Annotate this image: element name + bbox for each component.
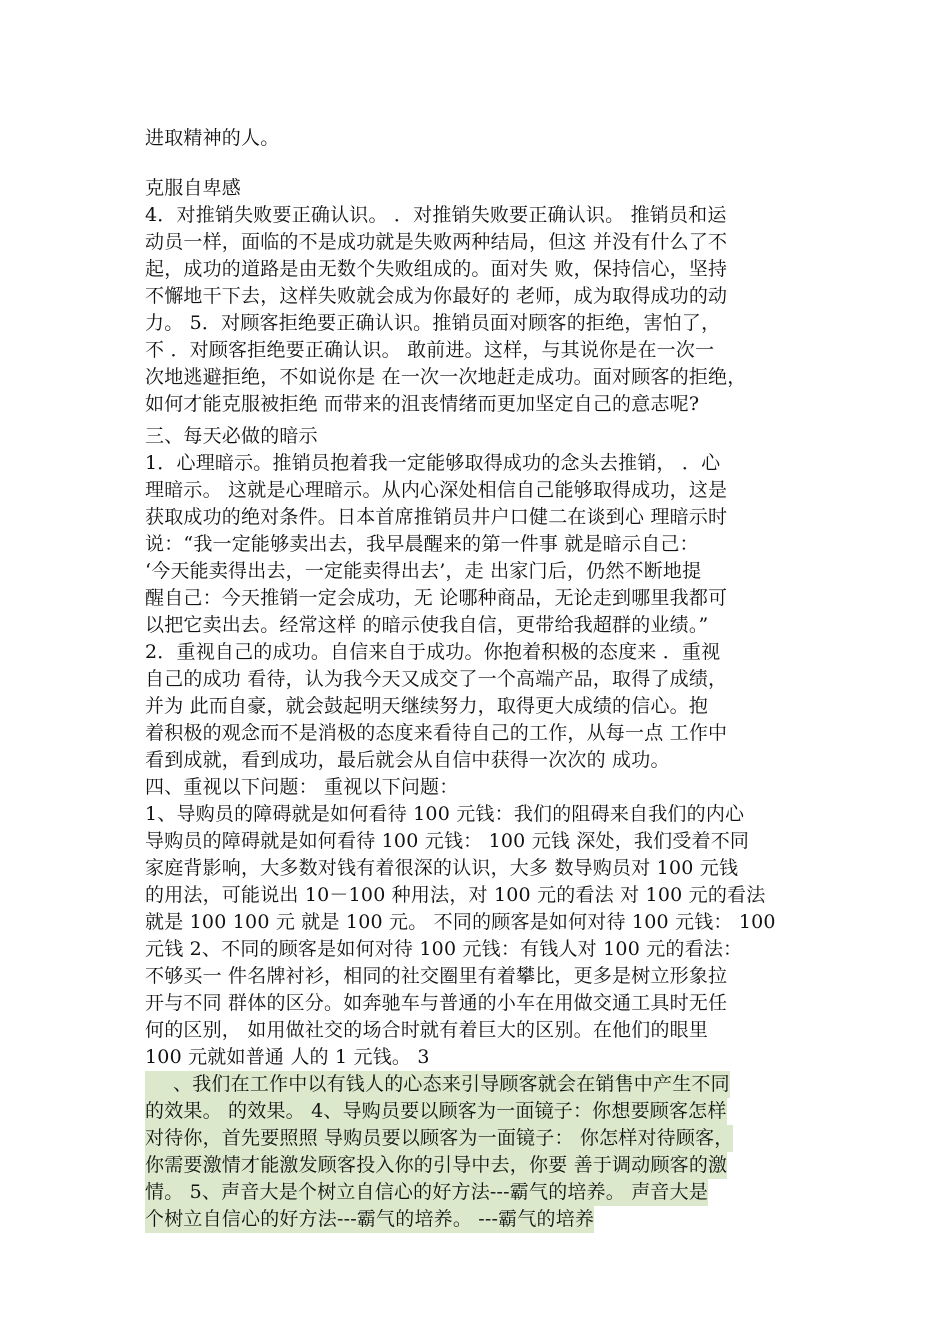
text-line: 理暗示。 这就是心理暗示。从内心深处相信自己能够取得成功，这是	[145, 479, 728, 501]
text-line: 以把它卖出去。经常这样 的暗示使我自信，更带给我超群的业绩。”	[145, 614, 709, 636]
text-line: 进取精神的人。	[145, 127, 280, 149]
section-heading: 四、重视以下问题： 重视以下问题：	[145, 776, 459, 798]
text-line: 2．重视自己的成功。自信来自于成功。你抱着积极的态度来 ．重视	[145, 641, 721, 663]
highlighted-line: 的效果。 的效果。 4、导购员要以顾客为一面镜子：你想要顾客怎样	[145, 1098, 727, 1125]
text-line: 说：“我一定能够卖出去，我早晨醒来的第一件事 就是暗示自己：	[145, 533, 699, 555]
text-line: 1、导购员的障碍就是如何看待 100 元钱：我们的阻碍来自我们的内心	[145, 803, 745, 825]
text-line: 力。 5．对顾客拒绝要正确认识。推销员面对顾客的拒绝，害怕了，	[145, 312, 721, 334]
text-line: 家庭背影响，大多数对钱有着很深的认识，大多 数导购员对 100 元钱	[145, 857, 739, 879]
text-line: 元钱 2、不同的顾客是如何对待 100 元钱：有钱人对 100 元的看法：	[145, 938, 743, 960]
text-line: 就是 100 100 元 就是 100 元。 不同的顾客是如何对待 100 元钱： 100	[145, 911, 776, 933]
text-line: 次地逃避拒绝，不如说你是 在一次一次地赶走成功。面对顾客的拒绝，	[145, 366, 747, 388]
text-line: ‘今天能卖得出去，一定能卖得出去’，走 出家门后，仍然不断地提	[145, 560, 702, 582]
text-line: 100 元就如普通 人的 1 元钱。 3	[145, 1046, 430, 1068]
highlighted-line: 情。 5、声音大是个树立自信心的好方法---霸气的培养。 声音大是	[145, 1179, 708, 1206]
text-line: 醒自己：今天推销一定会成功，无 论哪种商品，无论走到哪里我都可	[145, 587, 728, 609]
text-line: 起，成功的道路是由无数个失败组成的。面对失 败，保持信心，坚持	[145, 258, 728, 280]
text-line: 4．对推销失败要正确认识。 ．对推销失败要正确认识。 推销员和运	[145, 204, 727, 226]
text-line: 的用法，可能说出 10－100 种用法，对 100 元的看法 对 100 元的看法	[145, 884, 766, 906]
text-line: 导购员的障碍就是如何看待 100 元钱： 100 元钱 深处，我们受着不同	[145, 830, 750, 852]
text-line: 着积极的观念而不是消极的态度来看待自己的工作，从每一点 工作中	[145, 722, 728, 744]
text-line: 并为 此而自豪，就会鼓起明天继续努力，取得更大成绩的信心。抱	[145, 695, 709, 717]
text-line: 动员一样，面临的不是成功就是失败两种结局，但这 并没有什么了不	[145, 231, 728, 253]
text-line: 何的区别， 如用做社交的场合时就有着巨大的区别。在他们的眼里	[145, 1019, 709, 1041]
highlighted-line: 个树立自信心的好方法---霸气的培养。 ---霸气的培养	[145, 1206, 594, 1233]
text-line: 自己的成功 看待，认为我今天又成交了一个高端产品，取得了成绩，	[145, 668, 728, 690]
text-line: 获取成功的绝对条件。日本首席推销员井户口健二在谈到心 理暗示时	[145, 506, 728, 528]
text-line: 不 ．对顾客拒绝要正确认识。 敢前进。这样，与其说你是在一次一	[145, 339, 715, 361]
section-heading: 三、每天必做的暗示	[145, 425, 318, 447]
text-line: 不够买一 件名牌衬衫，相同的社交圈里有着攀比，更多是树立形象拉	[145, 965, 728, 987]
text-line: 开与不同 群体的区分。如奔驰车与普通的小车在用做交通工具时无任	[145, 992, 728, 1014]
highlighted-line: 你需要激情才能激发顾客投入你的引导中去，你要 善于调动顾客的激	[145, 1152, 727, 1179]
section-heading: 克服自卑感	[145, 177, 242, 199]
text-line: 如何才能克服被拒绝 而带来的沮丧情绪而更加坚定自己的意志呢?	[145, 393, 700, 415]
highlighted-line: 对待你，首先要照照 导购员要以顾客为一面镜子： 你怎样对待顾客，	[145, 1125, 733, 1152]
highlighted-line: 、我们在工作中以有钱人的心态来引导顾客就会在销售中产生不同	[145, 1071, 730, 1098]
text-line: 不懈地干下去，这样失败就会成为你最好的 老师，成为取得成功的动	[145, 285, 728, 307]
text-line: 看到成就，看到成功，最后就会从自信中获得一次次的 成功。	[145, 749, 670, 771]
text-line: 1．心理暗示。推销员抱着我一定能够取得成功的念头去推销， ．心	[145, 452, 721, 474]
